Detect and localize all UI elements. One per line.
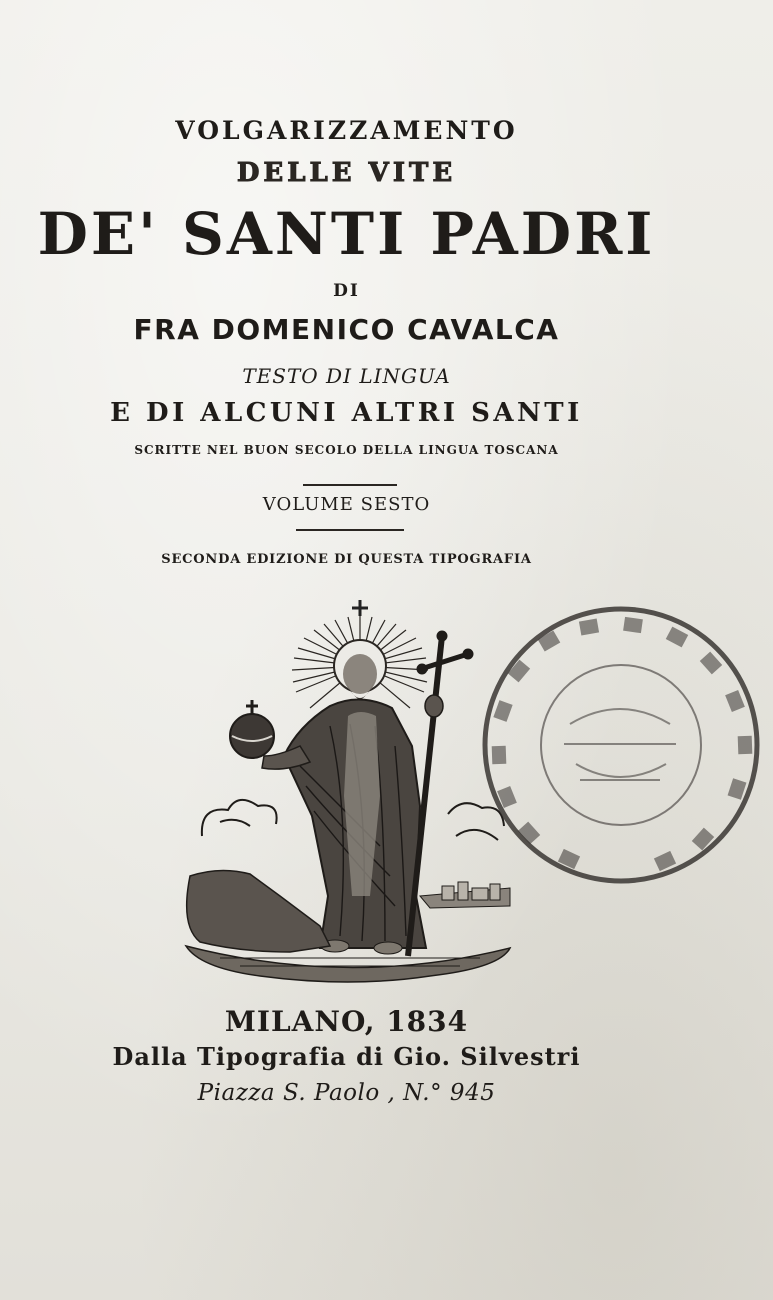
cross-icon — [352, 600, 368, 616]
divider-top — [303, 484, 397, 486]
edition-note: SECONDA EDIZIONE DI QUESTA TIPOGRAFIA — [161, 552, 532, 567]
imprint-printer: Dalla Tipografia di Gio. Silvestri — [112, 1042, 581, 1071]
subtitle-scritte: SCRITTE NEL BUON SECOLO DELLA LINGUA TOSCANA — [134, 443, 559, 457]
author-name: FRA DOMENICO CAVALCA — [133, 313, 560, 346]
volume-label: VOLUME SESTO — [262, 494, 431, 515]
title-line-volgarizzamento: VOLGARIZZAMENTO — [175, 116, 518, 145]
title-line-delle-vite: DELLE VITE — [236, 158, 457, 188]
saint-engraving — [180, 596, 520, 986]
imprint-city-year: MILANO, 1834 — [224, 1005, 469, 1038]
subtitle-testo-di-lingua: TESTO DI LINGUA — [242, 364, 451, 388]
cloud-left — [202, 800, 277, 836]
main-title: DE' SANTI PADRI — [37, 200, 656, 268]
orb-icon — [230, 700, 274, 758]
imprint-address: Piazza S. Paolo , N.° 945 — [197, 1080, 496, 1106]
library-stamp — [480, 604, 762, 886]
subtitle-altri-santi: E DI ALCUNI ALTRI SANTI — [110, 398, 583, 428]
title-line-di: DI — [333, 281, 360, 301]
divider-bottom — [296, 529, 404, 531]
